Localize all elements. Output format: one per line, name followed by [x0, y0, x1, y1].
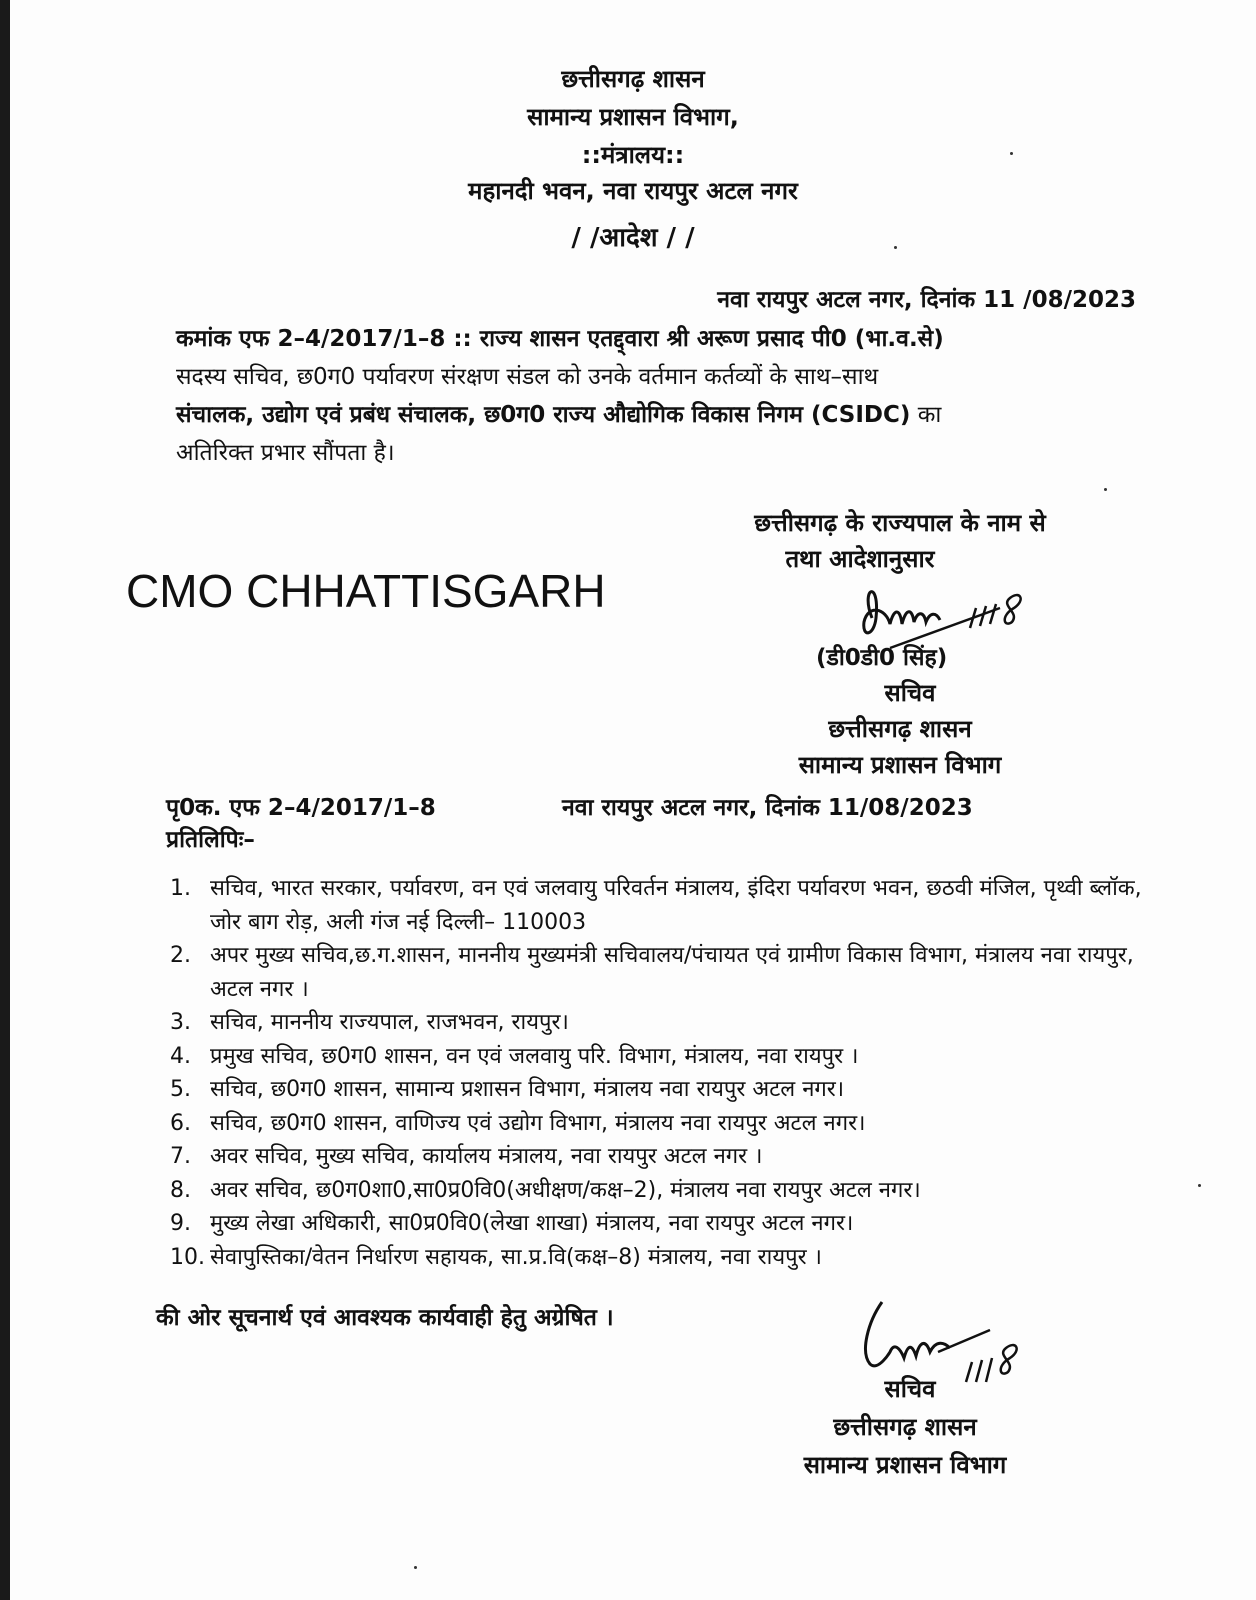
list-item: 2. अपर मुख्य सचिव,छ.ग.शासन, माननीय मुख्यमंत्री सचिवालय/पंचायत एवं ग्रामीण विकास विभाग, मंत्रालय नवा रायपुर, अटल नगर ।	[170, 943, 1134, 1002]
order-paragraph	[176, 320, 1156, 472]
scan-left-edge	[0, 0, 10, 1600]
copy-recipient-list	[170, 872, 1160, 1274]
order-line-4: अतिरिक्त प्रभार सौंपता है।	[176, 440, 395, 466]
list-item: 3. सचिव, माननीय राज्यपाल, राजभवन, रायपुर।	[170, 1010, 569, 1035]
sig2-office2: सामान्य प्रशासन विभाग	[803, 1451, 1007, 1479]
document-page	[10, 0, 1256, 1600]
scan-speck	[1010, 152, 1013, 155]
sig2-designation: सचिव	[884, 1375, 936, 1403]
scan-speck	[894, 246, 897, 249]
order-line-2: सदस्य सचिव, छ0ग0 पर्यावरण संरक्षण संडल को उनके वर्तमान कर्तव्यों के साथ–साथ	[176, 364, 879, 390]
sig2-office1: छत्तीसगढ़ शासन	[833, 1413, 977, 1441]
order-place-date: नवा रायपुर अटल नगर, दिनांक 11 /08/2023	[717, 287, 1136, 313]
order-reference-line: कमांक एफ 2–4/2017/1–8 :: राज्य शासन एतद्द्वारा श्री अरूण प्रसाद पी0 (भा.व.से)	[176, 326, 944, 352]
list-item: 8. अवर सचिव, छ0ग0शा0,सा0प्र0वि0(अधीक्षण/कक्ष–2), मंत्रालय नवा रायपुर अटल नगर।	[170, 1177, 921, 1203]
scan-speck	[414, 1566, 417, 1569]
copy-closing: की ओर सूचनार्थ एवं आवश्यक कार्यवाही हेतु अग्रेषित ।	[156, 1305, 614, 1331]
sig1-name: (डी0डी0 सिंह)	[816, 645, 948, 671]
list-item: 6. सचिव, छ0ग0 शासन, वाणिज्य एवं उद्योग विभाग, मंत्रालय नवा रायपुर अटल नगर।	[170, 1110, 866, 1136]
header-ministry: ::मंत्रालय::	[581, 141, 685, 169]
order-line-3-tail: का	[910, 402, 942, 428]
list-item: 5. सचिव, छ0ग0 शासन, सामान्य प्रशासन विभाग, मंत्रालय नवा रायपुर अटल नगर।	[170, 1077, 845, 1102]
scan-speck	[1198, 1184, 1201, 1187]
sig1-office2: सामान्य प्रशासन विभाग	[798, 751, 1002, 779]
copy-reference: पृ0क. एफ 2–4/2017/1–8	[166, 795, 436, 821]
copy-place-date: नवा रायपुर अटल नगर, दिनांक 11/08/2023	[562, 795, 973, 821]
list-item: 1. सचिव, भारत सरकार, पर्यावरण, वन एवं जलवायु परिवर्तन मंत्रालय, इंदिरा पर्यावरण भवन, छठवी मंजिल, पृथ्वी ब्लॉक, जोर बाग रोड़, अली गंज नई दिल्ली– 110003	[170, 876, 1142, 935]
order-line-3	[176, 396, 1156, 434]
copy-heading: प्रतिलिपिः–	[166, 827, 255, 853]
list-item: 10. सेवापुस्तिका/वेतन निर्धारण सहायक, सा.प्र.वि(कक्ष–8) मंत्रालय, नवा रायपुर ।	[170, 1244, 822, 1270]
order-line-3-bold: संचालक, उद्योग एवं प्रबंध संचालक, छ0ग0 राज्य औद्योगिक विकास निगम (CSIDC)	[176, 402, 911, 428]
watermark-text: CMO CHHATTISGARH	[126, 565, 606, 617]
order-title: / /आदेश / /	[571, 223, 695, 253]
list-item: 9. मुख्य लेखा अधिकारी, सा0प्र0वि0(लेखा शाखा) मंत्रालय, नवा रायपुर अटल नगर।	[170, 1211, 854, 1236]
header-department: सामान्य प्रशासन विभाग,	[527, 103, 739, 131]
scan-speck	[1104, 488, 1107, 491]
sig1-line2: तथा आदेशानुसार	[785, 545, 935, 573]
sig1-line1: छत्तीसगढ़ के राज्यपाल के नाम से	[754, 509, 1046, 537]
list-item: 4. प्रमुख सचिव, छ0ग0 शासन, वन एवं जलवायु परि. विभाग, मंत्रालय, नवा रायपुर ।	[170, 1043, 859, 1069]
sig1-designation: सचिव	[884, 679, 936, 707]
list-item: 7. अवर सचिव, मुख्य सचिव, कार्यालय मंत्रालय, नवा रायपुर अटल नगर ।	[170, 1144, 763, 1169]
header-address: महानदी भवन, नवा रायपुर अटल नगर	[468, 177, 798, 205]
header-govt: छत्तीसगढ़ शासन	[561, 65, 705, 93]
sig1-office1: छत्तीसगढ़ शासन	[828, 715, 972, 743]
